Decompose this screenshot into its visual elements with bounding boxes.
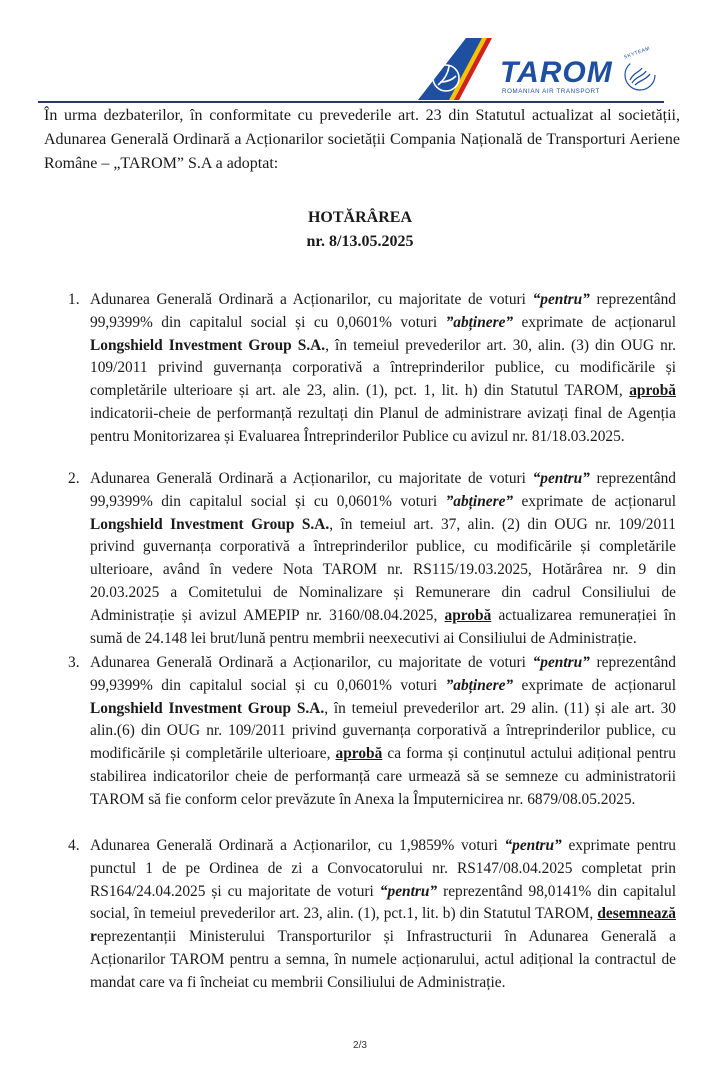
svg-text:ROMANIAN AIR TRANSPORT: ROMANIAN AIR TRANSPORT [502,88,600,95]
resolution-item-2 [60,468,676,650]
vote-abstain-label: ”abținere” [445,492,514,510]
decision-verb: aprobă [335,745,383,763]
vote-abstain-label: ”abținere” [445,313,514,331]
text-segment: exprimate de acționarul [513,676,676,694]
text-segment: reprezentând 98,0141% din capitalul social, în temeiul prevederilor art. 23, alin. (1), pct.1, lit. b) din Statutul TAROM, [90,882,676,923]
resolution-title [0,206,720,254]
vote-for-label: “pentru” [532,470,590,487]
text-segment: reprezentând 99,9399% din capitalul social și cu 0,0601% voturi [90,654,677,694]
resolution-item-4 [60,835,676,995]
item-text [90,468,676,650]
text-segment: , în temeiul prevederilor art. 30, alin. (3) din OUG nr. 109/2011 privind guvernanța corporativă a întreprinderilor publice, cu modificările și completările ulterioare și art. ale 23, alin. (1), pct. 1, lit. h) din Statutul TAROM, [90,336,676,400]
item-text [90,289,676,449]
decision-verb: aprobă [444,606,492,624]
vote-for-label: “pentru” [504,837,562,854]
vote-for-label: “pentru” [532,291,590,308]
page-number: 2/3 [353,1040,367,1051]
text-segment: eprezentanții Ministerului Transporturilor și Infrastructurii în Adunarea Generală a Acționarilor TAROM pentru a semna, în numele acționarului, actul adițional la contractul de mandat care va fi încheiat cu membrii Consiliului de Administrație. [90,928,676,991]
text-segment: indicatorii-cheie de performanță rezultați din Planul de administrare avizați final de Agenția pentru Monitorizarea și Evaluarea Întreprinderilor Publice cu avizul nr. 81/18.03.2025. [90,404,676,445]
intro-paragraph: În urma dezbaterilor, în conformitate cu prevederile art. 23 din Statutul actualizat al societății, Adunarea Generală Ordinară a Acționarilor societății Compania Națională de Transporturi Aeriene Române – „TAROM” S.A a adoptat: [44,107,680,172]
item-number: 2. [68,470,80,487]
shareholder-name: Longshield Investment Group S.A. [90,336,326,354]
item-number: 3. [68,654,80,671]
text-segment: , în temeiul prevederilor art. 29 alin. (11) și ale art. 30 alin.(6) din OUG nr. 109/2011 privind guvernanța corporativă a întreprinderilor publice, cu modificările și completările ulterioare, [90,699,676,763]
svg-text:TAROM: TAROM [500,56,613,89]
text-segment: ca forma și conținutul actului adițional pentru stabilirea indicatorilor cheie de performanță care urmează să se semneze cu administratorii TAROM să fie conform celor prevăzute în Anexa la Împuternicirea nr. 6879/08.05.2025. [90,745,677,808]
vote-abstain-label: ”abținere” [445,676,514,694]
text-segment: reprezentând 99,9399% din capitalul social și cu 0,0601% voturi [90,291,677,331]
vote-for-label: “pentru” [379,882,438,900]
item-text [90,652,676,812]
text-segment: actualizarea remunerației în sumă de 24.148 lei brut/lună pentru membrii neexecutivi ai Consiliului de Administrație. [90,606,676,647]
tarom-logo [418,38,668,100]
item-text [90,835,676,995]
vote-for-label: “pentru” [532,654,590,671]
text-segment: Adunarea Generală Ordinară a Acționarilor, cu majoritate de voturi [90,470,533,487]
text-segment: exprimate de acționarul [513,492,676,510]
shareholder-name: Longshield Investment Group S.A. [90,699,325,717]
decision-verb: aprobă [629,382,676,400]
header-divider [38,101,664,103]
text-segment: Adunarea Generală Ordinară a Acționarilor, cu majoritate de voturi [90,291,533,308]
resolution-item-1 [60,289,676,449]
shareholder-name: Longshield Investment Group S.A. [90,515,330,533]
title-heading: HOTĂRÂREA [307,209,412,226]
title-number: nr. 8/13.05.2025 [306,233,414,250]
resolution-item-3 [60,652,676,812]
text-segment: , în temeiul art. 37, alin. (2) din OUG nr. 109/2011 privind guvernanța corporativă a întreprinderilor publice, cu modificările și completările ulterioare, având în vedere Nota TAROM nr. RS115/19.03.2025, Hotărârea nr. 9 din 20.03.2025 a Comitetului de Nominalizare și Remunerare din cadrul Consiliului de Administrație și avizul AMEPIP nr. 3160/08.04.2025, [90,515,676,624]
item-number: 4. [68,837,80,854]
item-number: 1. [68,291,80,308]
text-segment: exprimate de acționarul [513,313,676,331]
svg-text:SKYTEAM: SKYTEAM [623,45,651,61]
text-segment: exprimate pentru punctul 1 de pe Ordinea de zi a Convocatorului nr. RS147/08.04.2025 completat prin RS164/24.04.2025 și cu majoritate de voturi [90,837,676,900]
text-segment: Adunarea Generală Ordinară a Acționarilor, cu 1,9859% voturi [90,837,505,854]
text-segment: r [90,928,97,946]
decision-verb: desemnează [597,905,676,923]
text-segment: Adunarea Generală Ordinară a Acționarilor, cu majoritate de voturi [90,654,533,671]
text-segment: reprezentând 99,9399% din capitalul social și cu 0,0601% voturi [90,470,677,510]
